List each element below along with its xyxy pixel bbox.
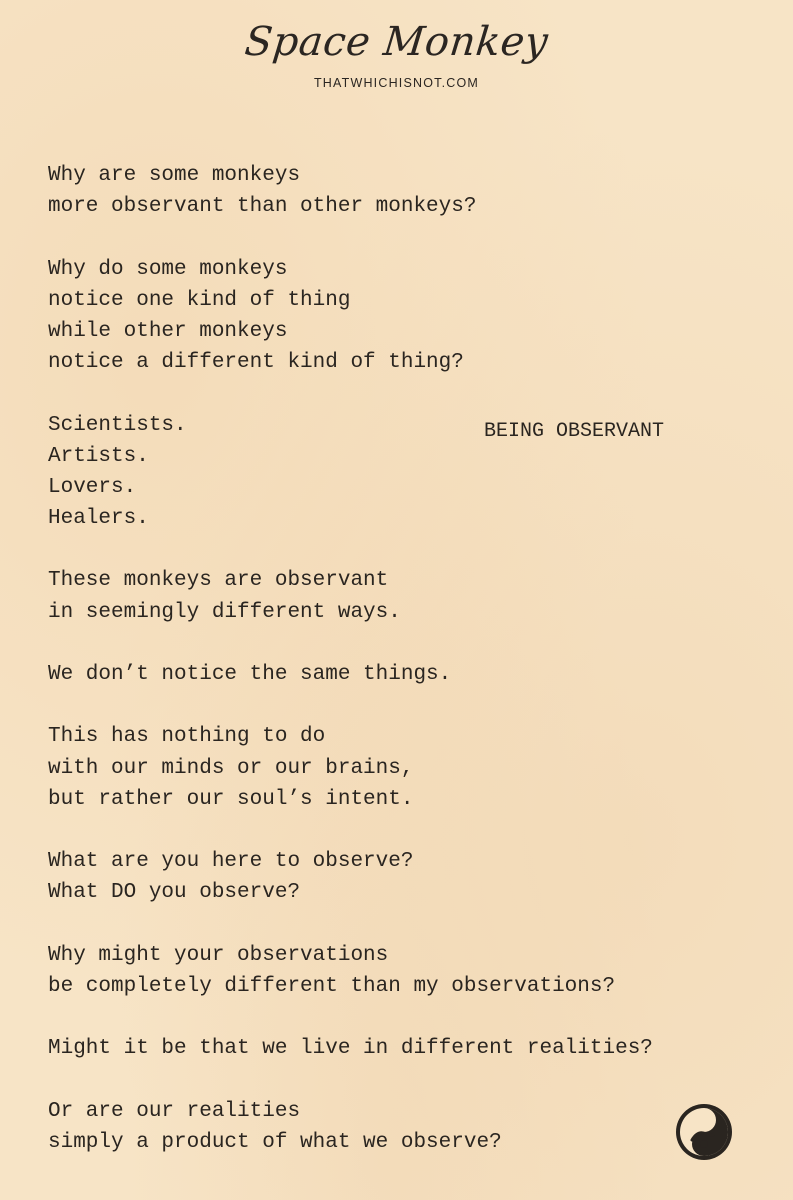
poem-stanza [48,846,748,908]
poem-line: be completely different than my observations? [48,974,616,998]
poem-line: with our minds or our brains, [48,756,414,780]
poem-line: in seemingly different ways. [48,600,401,624]
poem-stanza [48,659,748,690]
poem-stanza [48,1033,748,1064]
poem-stanza [48,254,748,379]
poem-line: Or are our realities [48,1099,301,1123]
poem-stanza [48,940,748,1002]
poem-line: What are you here to observe? [48,850,414,874]
poem-line: notice one kind of thing [48,288,351,312]
poem-line: but rather our soul’s intent. [48,787,414,811]
poem-body [48,160,748,1158]
poem-stanza [48,721,748,815]
poem-line: Why are some monkeys [48,164,301,187]
poem-line: This has nothing to do [48,725,326,749]
header [0,19,793,90]
site-url: THATWHICHISNOT.COM [313,76,480,90]
poem-stanza [48,1096,748,1158]
poem-line: Lovers. [48,475,137,499]
poem-stanza [48,160,748,222]
poem-line: Might it be that we live in different realities? [48,1037,653,1061]
poem-line: simply a product of what we observe? [48,1130,502,1154]
poem-line: notice a different kind of thing? [48,351,464,375]
monkey-emblem-icon [674,1102,734,1162]
poem-stanza [48,410,748,535]
poem-line: Healers. [48,507,149,531]
poem-stanza [48,565,748,627]
poem-line: Scientists. [48,413,187,437]
poem-line: Why might your observations [48,943,389,967]
poem-line: more observant than other monkeys? [48,195,477,219]
poem-line: Why do some monkeys [48,257,288,281]
poem-title: BEING OBSERVANT [484,420,665,443]
space-monkey-logo: Space Monkey [242,19,551,65]
poem-line: while other monkeys [48,319,288,343]
poem-line: These monkeys are observant [48,569,389,593]
poem-line: We don’t notice the same things. [48,663,452,686]
poem-line: What DO you observe? [48,881,301,905]
poem-line: Artists. [48,444,149,468]
